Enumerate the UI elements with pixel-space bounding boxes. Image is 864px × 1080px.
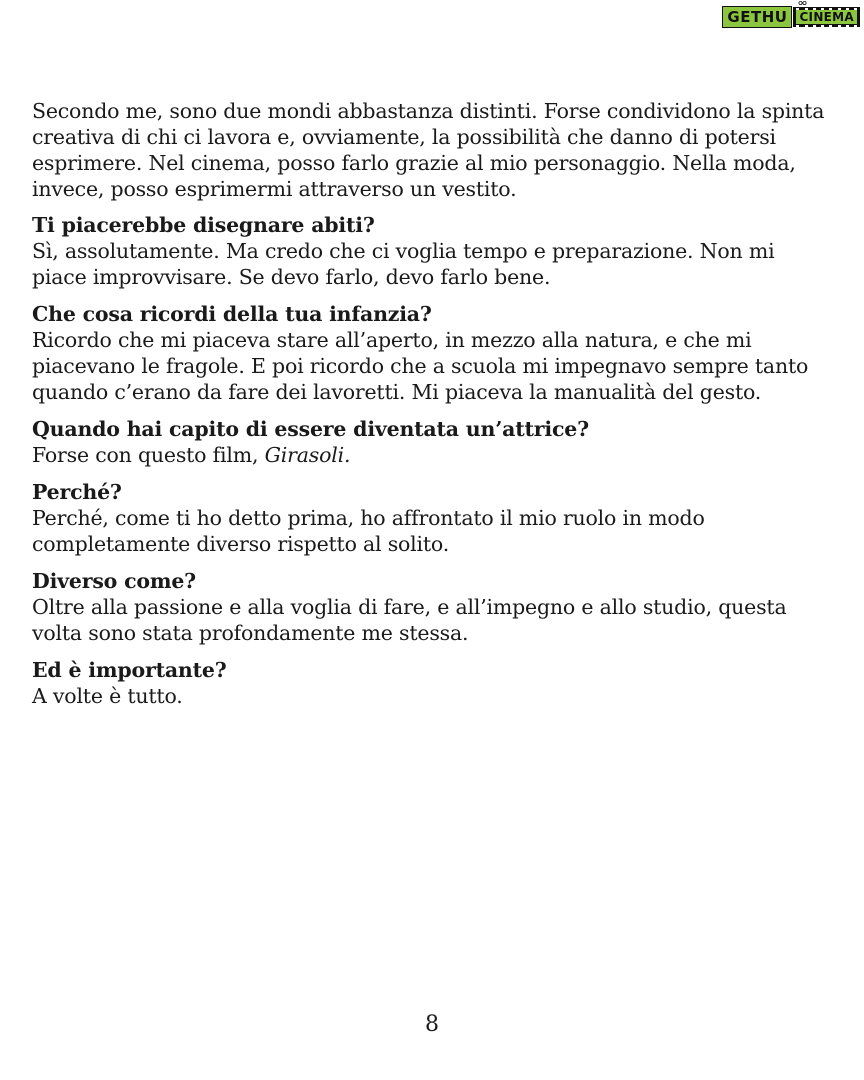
question: Che cosa ricordi della tua infanzia? xyxy=(32,302,432,326)
intro-paragraph: Secondo me, sono due mondi abbastanza distinti. Forse condividono la spinta creativa di chi ci lavora e, ovviamente, la possibilità che danno di potersi esprimere. Nel cinema, posso farlo grazie al mio personaggio. Nella moda, invece, posso esprimermi attraverso un vestito. xyxy=(32,99,825,201)
question: Quando hai capito di essere diventata un’attrice? xyxy=(32,417,589,441)
page-number: 8 xyxy=(425,1012,439,1037)
answer xyxy=(32,442,832,468)
answer: Sì, assolutamente. Ma credo che ci voglia tempo e preparazione. Non mi piace improvvisare. Se devo farlo, devo farlo bene. xyxy=(32,239,775,289)
qa-block xyxy=(32,657,832,709)
logo-text-cinema: CINEMA xyxy=(796,10,857,24)
question: Diverso come? xyxy=(32,569,196,593)
article-body xyxy=(32,98,832,720)
qa-block xyxy=(32,301,832,405)
film-title: Girasoli. xyxy=(264,443,351,467)
logo-text-gethu: GETHU xyxy=(722,6,792,28)
question: Perché? xyxy=(32,480,122,504)
qa-block xyxy=(32,568,832,646)
question: Ed è importante? xyxy=(32,658,227,682)
qa-block xyxy=(32,212,832,290)
gethucinema-logo xyxy=(722,4,860,30)
qa-block xyxy=(32,479,832,557)
answer: Perché, come ti ho detto prima, ho affrontato il mio ruolo in modo completamente diverso rispetto al solito. xyxy=(32,506,705,556)
answer: Ricordo che mi piaceva stare all’aperto, in mezzo alla natura, e che mi piacevano le fragole. E poi ricordo che a scuola mi impegnavo sempre tanto quando c’erano da fare dei lavoretti. Mi piaceva la manualità del gesto. xyxy=(32,328,809,404)
answer-text: Forse con questo film, xyxy=(32,443,265,467)
qa-block xyxy=(32,416,832,468)
answer: Oltre alla passione e alla voglia di fare, e all’impegno e allo studio, questa volta sono stata profondamente me stessa. xyxy=(32,595,787,645)
question: Ti piacerebbe disegnare abiti? xyxy=(32,213,375,237)
answer: A volte è tutto. xyxy=(32,684,183,708)
logo-film-strip xyxy=(793,7,860,27)
